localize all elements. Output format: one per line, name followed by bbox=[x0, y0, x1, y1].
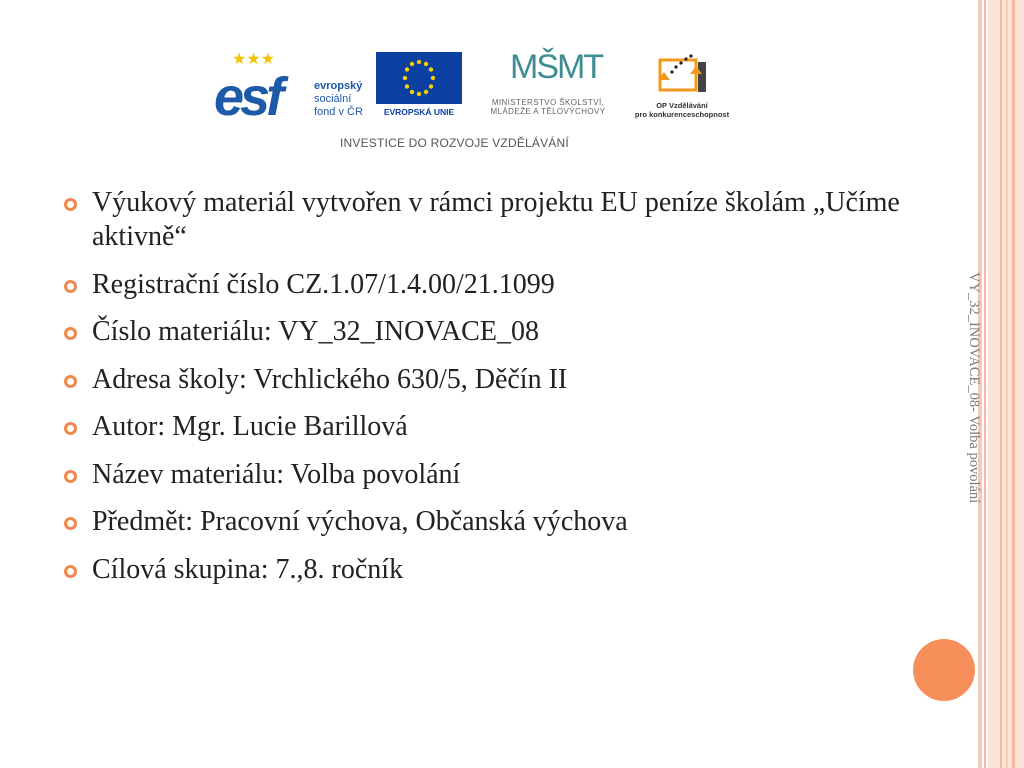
bullet-ring-icon bbox=[64, 375, 77, 388]
op-logo-text bbox=[630, 101, 734, 119]
slide-content bbox=[64, 186, 904, 600]
bullet-ring-icon bbox=[64, 327, 77, 340]
bullet-ring-icon bbox=[64, 280, 77, 293]
decorative-stripe bbox=[984, 0, 986, 768]
bullet-item bbox=[64, 186, 904, 254]
bullet-text: Autor: Mgr. Lucie Barillová bbox=[92, 411, 408, 442]
msmt-logo bbox=[470, 50, 626, 124]
msmt-logo-text bbox=[470, 98, 626, 116]
bullet-text: Registrační číslo CZ.1.07/1.4.00/21.1099 bbox=[92, 268, 555, 300]
esf-word: evropský bbox=[314, 80, 363, 92]
bullet-ring-icon bbox=[64, 517, 77, 530]
bullet-ring-icon bbox=[64, 565, 77, 578]
bullet-item bbox=[64, 458, 904, 492]
decorative-stripe bbox=[1000, 0, 1002, 768]
eu-logo bbox=[374, 52, 464, 118]
op-logo-icon bbox=[654, 52, 708, 96]
bullet-text: Adresa školy: Vrchlického 630/5, Děčín II bbox=[92, 363, 568, 395]
bullet-ring-icon bbox=[64, 470, 77, 483]
bullet-text: Číslo materiálu: VY_32_INOVACE_08 bbox=[92, 316, 539, 347]
bullet-item bbox=[64, 410, 904, 444]
esf-logo bbox=[214, 51, 366, 127]
msmt-line: MINISTERSTVO ŠKOLSTVÍ, bbox=[491, 98, 605, 107]
logo-tagline: INVESTICE DO ROZVOJE VZDĚLÁVÁNÍ bbox=[340, 136, 569, 150]
op-line: OP Vzdělávání bbox=[656, 101, 708, 110]
bullet-ring-icon bbox=[64, 422, 77, 435]
esf-stars-icon: ★★★ bbox=[232, 51, 276, 68]
bullet-item bbox=[64, 268, 904, 302]
logo-band bbox=[214, 46, 734, 156]
decorative-circle bbox=[913, 639, 975, 701]
decorative-stripe bbox=[1012, 0, 1015, 768]
bullet-item bbox=[64, 315, 904, 349]
bullet-text: Předmět: Pracovní výchova, Občanská výchova bbox=[92, 506, 628, 537]
esf-word: fond v ČR bbox=[314, 106, 363, 118]
bullet-ring-icon bbox=[64, 198, 77, 211]
eu-flag-icon bbox=[376, 52, 462, 104]
esf-logo-mark: esf bbox=[214, 67, 281, 127]
esf-word: sociální bbox=[314, 93, 352, 105]
bullet-list bbox=[64, 186, 904, 587]
decorative-stripe bbox=[1006, 0, 1008, 768]
bullet-item bbox=[64, 363, 904, 397]
msmt-line: MLÁDEŽE A TĚLOVÝCHOVY bbox=[490, 107, 606, 116]
bullet-text: Název materiálu: Volba povolání bbox=[92, 458, 461, 490]
bullet-item bbox=[64, 553, 904, 587]
bullet-item bbox=[64, 505, 904, 539]
op-line: pro konkurenceschopnost bbox=[634, 110, 730, 119]
msmt-logo-mark: MŠMT bbox=[510, 48, 603, 86]
bullet-text: Výukový materiál vytvořen v rámci projektu EU peníze školám „Učíme aktivně“ bbox=[92, 187, 900, 252]
eu-logo-label: EVROPSKÁ UNIE bbox=[383, 107, 455, 117]
side-title: VY_32_INOVACE_08- Volba povolání bbox=[966, 272, 982, 504]
op-logo bbox=[630, 50, 734, 124]
eu-stars-icon bbox=[376, 52, 462, 104]
esf-logo-text bbox=[314, 80, 363, 119]
bullet-text: Cílová skupina: 7.,8. ročník bbox=[92, 553, 404, 585]
